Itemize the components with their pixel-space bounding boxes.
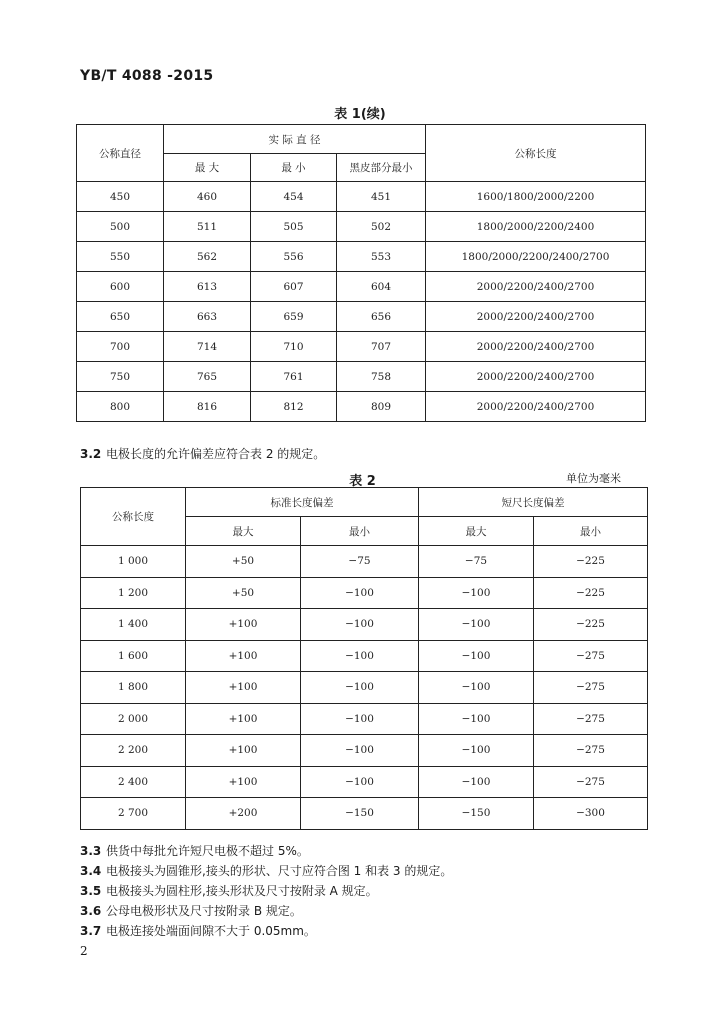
document-code: YB/T 4088 -2015 (80, 68, 214, 84)
table-row (77, 182, 646, 212)
section-3-6 (80, 902, 302, 919)
section-3-7 (80, 922, 316, 939)
table-cell: −275 (534, 766, 648, 798)
table-cell: −100 (419, 577, 534, 609)
table-cell: 800 (77, 392, 164, 422)
table-cell: −150 (301, 798, 419, 830)
header-standard-length-deviation: 标准长度偏差 (186, 488, 419, 517)
table-cell: −225 (534, 546, 648, 578)
table-cell: −100 (419, 609, 534, 641)
table-cell: 511 (164, 212, 251, 242)
header-nominal-length: 公称长度 (426, 125, 646, 182)
table-cell: 700 (77, 332, 164, 362)
table-cell: 1 400 (81, 609, 186, 641)
table-row (81, 672, 648, 704)
table-cell: 816 (164, 392, 251, 422)
header-min: 最小 (534, 517, 648, 546)
table1 (76, 124, 646, 422)
table-cell: 2000/2200/2400/2700 (426, 362, 646, 392)
table-cell: 1600/1800/2000/2200 (426, 182, 646, 212)
table-cell: 451 (337, 182, 426, 212)
table-cell: 2000/2200/2400/2700 (426, 302, 646, 332)
table-row (81, 703, 648, 735)
table-cell: 812 (251, 392, 337, 422)
table-cell: 500 (77, 212, 164, 242)
table-cell: 663 (164, 302, 251, 332)
table-cell: 758 (337, 362, 426, 392)
table-row (81, 798, 648, 830)
section-3-5 (80, 882, 378, 899)
header-nominal-length: 公称长度 (81, 488, 186, 546)
table-cell: 2 000 (81, 703, 186, 735)
table-cell: 2 400 (81, 766, 186, 798)
table-cell: 607 (251, 272, 337, 302)
table-cell: 1800/2000/2200/2400 (426, 212, 646, 242)
table-cell: 707 (337, 332, 426, 362)
table-cell: −225 (534, 609, 648, 641)
table-row (77, 332, 646, 362)
table2 (80, 487, 648, 830)
page-number: 2 (80, 944, 88, 958)
section-text: 公母电极形状及尺寸按附录 B 规定。 (106, 904, 302, 918)
table-cell: 750 (77, 362, 164, 392)
table-cell: 1 800 (81, 672, 186, 704)
table-cell: 650 (77, 302, 164, 332)
section-number: 3.3 (80, 844, 102, 858)
table-row (77, 392, 646, 422)
table-cell: 460 (164, 182, 251, 212)
table-cell: +100 (186, 766, 301, 798)
table-row (81, 735, 648, 767)
table-cell: +50 (186, 577, 301, 609)
table-cell: 1 200 (81, 577, 186, 609)
section-text: 电极接头为圆柱形,接头形状及尺寸按附录 A 规定。 (106, 884, 378, 898)
table-cell: −75 (419, 546, 534, 578)
table-cell: −275 (534, 672, 648, 704)
table-cell: −150 (419, 798, 534, 830)
table-cell: 502 (337, 212, 426, 242)
section-3-4 (80, 862, 452, 879)
table-cell: 454 (251, 182, 337, 212)
table-row (77, 302, 646, 332)
table-cell: 550 (77, 242, 164, 272)
table-row (77, 272, 646, 302)
table-cell: 714 (164, 332, 251, 362)
table-row (77, 242, 646, 272)
table-cell: 556 (251, 242, 337, 272)
table-cell: +100 (186, 703, 301, 735)
table-cell: 656 (337, 302, 426, 332)
header-short-length-deviation: 短尺长度偏差 (419, 488, 648, 517)
section-number: 3.4 (80, 864, 102, 878)
table-cell: −100 (419, 703, 534, 735)
table-row (77, 362, 646, 392)
header-actual-diameter: 实 际 直 径 (164, 125, 426, 154)
section-text: 电极接头为圆锥形,接头的形状、尺寸应符合图 1 和表 3 的规定。 (106, 864, 453, 878)
table-row (81, 546, 648, 578)
table-cell: −100 (301, 672, 419, 704)
table-cell: 2000/2200/2400/2700 (426, 392, 646, 422)
table1-title: 表 1(续) (334, 107, 386, 122)
table-row (81, 609, 648, 641)
table-cell: +100 (186, 672, 301, 704)
section-number: 3.2 (80, 447, 102, 461)
table-cell: 765 (164, 362, 251, 392)
header-max: 最大 (186, 517, 301, 546)
header-nominal-diameter: 公称直径 (77, 125, 164, 182)
table-cell: +200 (186, 798, 301, 830)
section-text: 电极连接处端面间隙不大于 0.05mm。 (106, 924, 316, 938)
table-cell: 562 (164, 242, 251, 272)
table2-title: 表 2 (349, 474, 376, 489)
table-cell: −100 (301, 609, 419, 641)
table-row (77, 212, 646, 242)
section-text: 供货中每批允许短尺电极不超过 5%。 (106, 844, 309, 858)
section-number: 3.7 (80, 924, 102, 938)
table-cell: −100 (419, 735, 534, 767)
table-cell: 2 700 (81, 798, 186, 830)
table-cell: 1 000 (81, 546, 186, 578)
table-cell: −100 (419, 672, 534, 704)
section-text: 电极长度的允许偏差应符合表 2 的规定。 (106, 447, 326, 461)
table-cell: −100 (301, 703, 419, 735)
table-cell: 450 (77, 182, 164, 212)
header-max: 最 大 (164, 154, 251, 182)
header-black-skin-min: 黑皮部分最小 (337, 154, 426, 182)
table-cell: 2000/2200/2400/2700 (426, 272, 646, 302)
table-cell: −100 (419, 640, 534, 672)
unit-note: 单位为毫米 (566, 472, 621, 485)
table-cell: −275 (534, 703, 648, 735)
table-cell: 613 (164, 272, 251, 302)
header-min: 最 小 (251, 154, 337, 182)
table-cell: +50 (186, 546, 301, 578)
section-3-3 (80, 842, 309, 859)
table-cell: 505 (251, 212, 337, 242)
table-cell: −275 (534, 735, 648, 767)
table-row (81, 640, 648, 672)
table-cell: −100 (419, 766, 534, 798)
table-cell: 761 (251, 362, 337, 392)
section-3-2 (80, 445, 325, 462)
header-min: 最小 (301, 517, 419, 546)
table-cell: 2000/2200/2400/2700 (426, 332, 646, 362)
table-cell: 710 (251, 332, 337, 362)
table-cell: +100 (186, 735, 301, 767)
table-cell: 2 200 (81, 735, 186, 767)
table-cell: −225 (534, 577, 648, 609)
table-cell: −100 (301, 766, 419, 798)
table-cell: −300 (534, 798, 648, 830)
section-number: 3.6 (80, 904, 102, 918)
table-cell: 604 (337, 272, 426, 302)
table-cell: −275 (534, 640, 648, 672)
table-cell: −100 (301, 577, 419, 609)
table-cell: −100 (301, 640, 419, 672)
table-cell: +100 (186, 609, 301, 641)
table-row (81, 577, 648, 609)
table-cell: 600 (77, 272, 164, 302)
table-cell: −100 (301, 735, 419, 767)
table-cell: 809 (337, 392, 426, 422)
section-number: 3.5 (80, 884, 102, 898)
table-cell: 553 (337, 242, 426, 272)
table-cell: +100 (186, 640, 301, 672)
table-cell: −75 (301, 546, 419, 578)
table-row (81, 766, 648, 798)
table-cell: 1800/2000/2200/2400/2700 (426, 242, 646, 272)
table-cell: 1 600 (81, 640, 186, 672)
header-max: 最大 (419, 517, 534, 546)
table-cell: 659 (251, 302, 337, 332)
